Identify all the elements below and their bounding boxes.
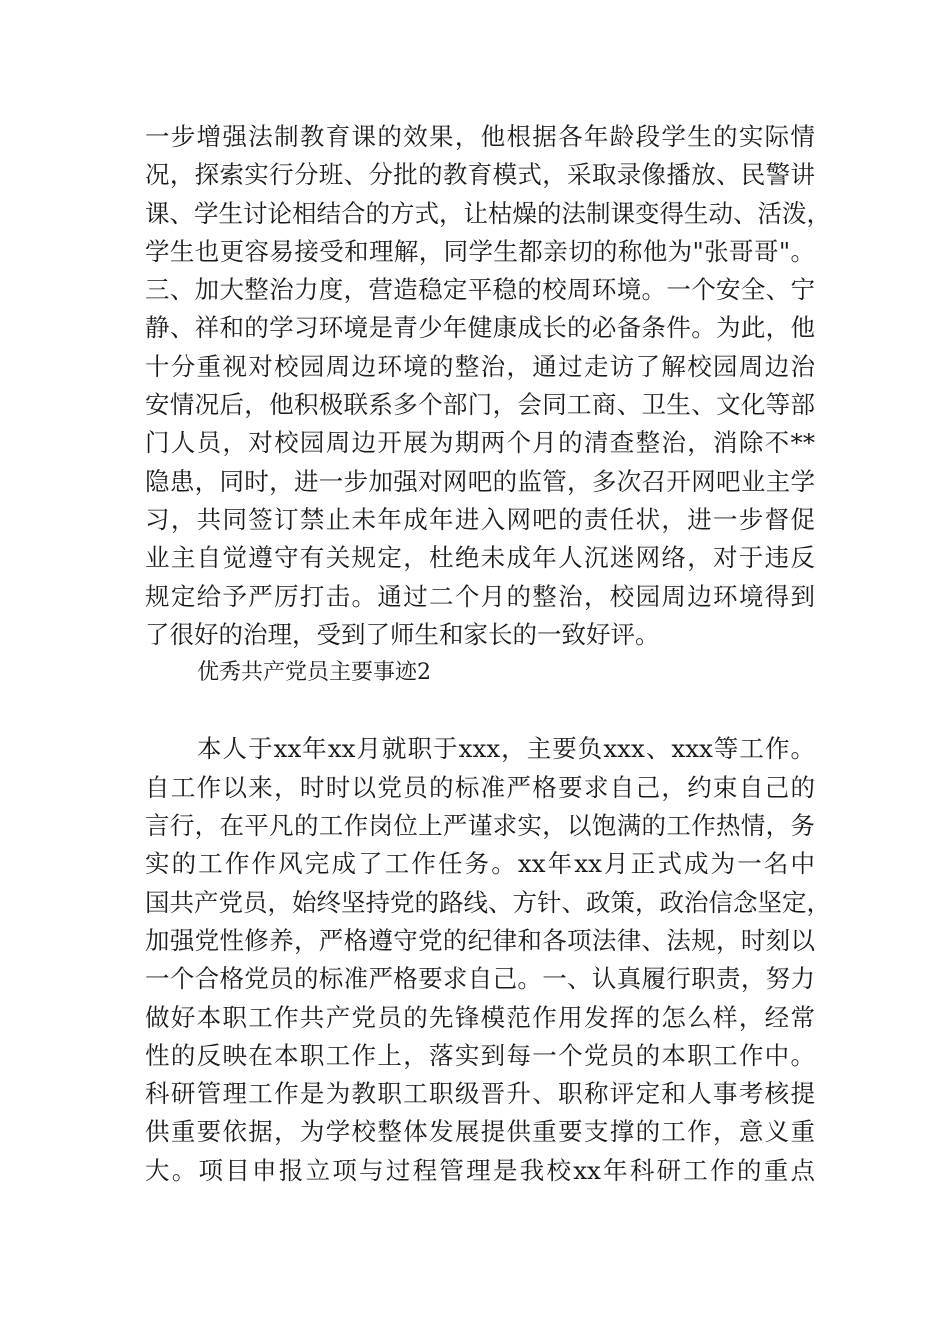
text-line: 本人于xx年xx月就职于xxx，主要负xxx、xxx等工作。: [197, 734, 815, 764]
text-line: 实的工作作风完成了工作任务。xx年xx月正式成为一名中: [145, 849, 815, 879]
text-line: 三、加大整治力度，营造稳定平稳的校周环境。一个安全、宁: [145, 275, 815, 305]
text-line: 一步增强法制教育课的效果，他根据各年龄段学生的实际情: [145, 122, 815, 151]
text-line: 业主自觉遵守有关规定，杜绝未成年人沉迷网络，对于违反: [145, 543, 815, 573]
text-line: 一个合格党员的标准严格要求自己。一、认真履行职责，努力: [145, 964, 815, 994]
text-line: 规定给予严厉打击。通过二个月的整治，校园周边环境得到: [145, 581, 815, 611]
text-line: 学生也更容易接受和理解，同学生都亲切的称他为"张哥哥"。: [145, 236, 815, 266]
section-heading: 优秀共产党员主要事迹2: [197, 660, 431, 686]
text-line: 安情况后，他积极联系多个部门，会同工商、卫生、文化等部: [145, 390, 815, 420]
text-line: 大。项目申报立项与过程管理是我校xx年科研工作的重点: [145, 1155, 815, 1185]
text-line: 隐患，同时，进一步加强对网吧的监管，多次召开网吧业主学: [145, 466, 815, 496]
text-line: 性的反映在本职工作上，落实到每一个党员的本职工作中。: [145, 1040, 815, 1070]
text-line: 门人员，对校园周边开展为期两个月的清查整治，消除不**: [145, 428, 815, 458]
text-line: 国共产党员，始终坚持党的路线、方针、政策，政治信念坚定，: [145, 887, 831, 917]
text-line: 十分重视对校园周边环境的整治，通过走访了解校园周边治: [145, 351, 815, 381]
text-line: 科研管理工作是为教职工职级晋升、职称评定和人事考核提: [145, 1079, 815, 1109]
text-line: 习，共同签订禁止未年成年进入网吧的责任状，进一步督促: [145, 504, 815, 534]
text-line: 自工作以来，时时以党员的标准严格要求自己，约束自己的: [145, 772, 815, 802]
text-line: 了很好的治理，受到了师生和家长的一致好评。: [145, 619, 660, 649]
blank-line: [145, 692, 815, 730]
text-line: 况，探索实行分班、分批的教育模式，采取录像播放、民警讲: [145, 160, 815, 190]
text-line: 加强党性修养，严格遵守党的纪律和各项法律、法规，时刻以: [145, 925, 815, 955]
text-line: 做好本职工作共产党员的先锋模范作用发挥的怎么样，经常: [145, 1002, 815, 1032]
text-line: 课、学生讨论相结合的方式，让枯燥的法制课变得生动、活泼，: [145, 198, 831, 228]
text-line: 静、祥和的学习环境是青少年健康成长的必备条件。为此，他: [145, 313, 815, 343]
text-line: 言行，在平凡的工作岗位上严谨求实，以饱满的工作热情，务: [145, 811, 815, 841]
document-body: [145, 118, 831, 1190]
text-line: 供重要依据，为学校整体发展提供重要支撑的工作，意义重: [145, 1117, 815, 1147]
